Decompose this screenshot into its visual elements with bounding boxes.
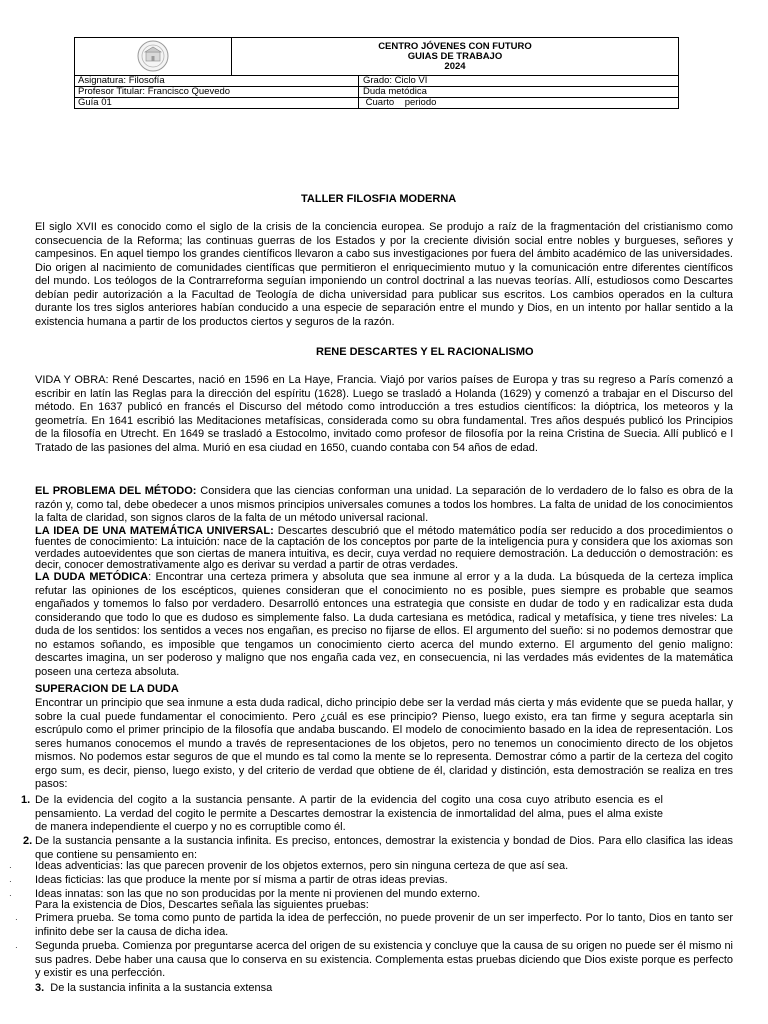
step-1 — [21, 794, 663, 835]
superacion-paragraph: Encontrar un principio que sea inmune a esta duda radical, dicho principio debe ser la verdad más cierta y más evidente que se pueda hallar, y sobre la cual puede fundamentar el conocimiento. Pero ¿cuál es ese principio? Pienso, luego existo, era tan firme y segura aceptarla sin escrúpulo como el primer principio de la filosofía que andaba buscando. El modelo de conocimiento basado en la idea de representación. Los seres humanos conocemos el mundo a través de representaciones de los objetos, pero no tenemos un conocimiento directo de los objetos mismos. No podemos estar seguros de que el mundo es tal como la mente se lo representa. Demostrar cómo a partir de la certeza del cogito ergo sum, es decir, pienso, luego existo, y del criterio de verdad que obtiene de él, claridad y distinción, esta demostración se realiza en tres pasos: — [35, 697, 733, 790]
vida-obra-paragraph: VIDA Y OBRA: René Descartes, nació en 1596 en La Haye, Francia. Viajó por varios países de Europa y tras su regreso a París comenzó a escribir en latín las Reglas para la dirección del espíritu (1628). Luego se trasladó a Holanda (1629) y comenzó a trabajar en el Discurso del método. En 1637 publicó en francés el Discurso del método como introducción a tres estudios científicos: la dióptrica, los meteoros y la geometría. En 1641 escribió las Meditaciones metafísicas, considerada como su obra fundamental. Tres años después publicó los Principios de la filosofía en Utrecht. En 1649 se trasladó a Estocolmo, invitado como profesor de filosofía por la reina Cristina de Suecia. Allí publicó e l Tratado de las pasiones del alma. Murió en esa ciudad en 1650, cuando contaba con 54 años de edad. — [35, 374, 733, 454]
duda-text: : Encontrar una certeza primera y absoluta que sea inmune al error y a la duda. La búsqueda de la certeza implica refutar las opiniones de los escépticos, quienes consideran que el conocimiento no es posible, pues siempre es probable que seamos engañados y tomemos lo falso por verdadero. Desarrolló entonces una estrategia que consiste en dudar de todo y en radicalizar esta duda considerando que todo lo que es dudoso es simplemente falso. La duda cartesiana es metódica, radical y metafísica, y tiene tres niveles: La duda de los sentidos: los sentidos a veces nos engañan, es preciso no fijarse de ellos. El argumento del sueño: si no podemos demostrar que no estamos soñando, es imposible que tengamos un conocimiento cierto acerca del mundo externo. El argumento del genio maligno: descartes imagina, un ser poderoso y maligno que nos engaña cada vez, en consecuencia, ni las verdades más evidentes de la matemática poseen una certeza absoluta. — [35, 571, 733, 678]
step-1-text: De la evidencia del cogito a la sustancia pensante. A partir de la evidencia del cogito una cosa cuyo atributo esencia es el pensamiento. La verdad del cogito le permite a Descartes demostrar la existencia de inmortalidad del alma, pues el alma existe de manera independiente el cuerpo y no es corruptible como él. — [35, 794, 663, 833]
grade-cell: Grado: Ciclo VI — [359, 76, 679, 87]
intro-paragraph: El siglo XVII es conocido como el siglo de la crisis de la conciencia europea. Se produjo a raíz de la fragmentación del cristianismo como consecuencia de la Reforma; las continuas guerras de los Estados y por la creciente división social entre nobles y burgueses, señores y campesinos. En aquel tiempo los grandes científicos llevaron a cabo sus investigaciones por fuera del ámbito académico de las universidades. Dio origen al nacimiento de comunidades científicas que permitieron el enriquecimiento mutuo y la comunicación entre diferentes científicos del mundo. Los teólogos de la Contrarreforma seguían imponiendo un control doctrinal a las nuevas teorías. Allí, estudiosos como Descartes debían pedir autorización a la Facultad de Teología de dicha universidad para publicar sus escritos. Los cambios operados en la cultura durante los tres siglos anteriores habían conducido a una especie de separación entre el mundo y Dios, en un intento por hallar sentido a la existencia humana a partir de los productos ciertos y seguros de la razón. — [35, 221, 733, 328]
step-3 — [35, 982, 733, 996]
header-title-line-1: CENTRO JÓVENES CON FUTURO — [378, 40, 532, 52]
idea-item-adventicias: Ideas adventicias: las que parecen provenir de los objetos externos, pero sin ninguna certeza de que así sea. — [35, 860, 569, 872]
idea-paragraph — [35, 526, 733, 571]
step-2-text: De la sustancia pensante a la sustancia infinita. Es preciso, entonces, demostrar la existencia y bondad de Dios. Para ello clasifica las ideas que contiene su pensamiento en: — [35, 835, 733, 861]
idea-text: Descartes descubrió que el método matemático podía ser reducido a dos procedimientos o fuentes de conocimiento: La intuición: nace de la captación de los conceptos por parte de la inteligencia pura y considera que los axiomas son verdades autoevidentes que son ciertas de manera intuitiva, es decir, cuya verdad no requiere demostración. La deducción o demostración: es decir, conocer demostrativamente algo es derivar su verdad a partir de otras verdades. — [35, 525, 733, 571]
step-2 — [23, 835, 733, 862]
idea-item-innatas: Ideas innatas: son las que no son producidas por la mente ni provienen del mundo externo. — [35, 888, 481, 900]
school-seal-logo — [137, 40, 169, 72]
teacher-cell: Profesor Titular: Francisco Quevedo — [75, 87, 359, 98]
header-title-line-3: 2024 — [444, 60, 466, 72]
problema-label: EL PROBLEMA DEL MÉTODO: — [35, 485, 197, 497]
guide-cell: Guía 01 — [75, 98, 359, 109]
subject-cell: Asignatura: Filosofía — [75, 76, 359, 87]
workshop-title: TALLER FILOSFIA MODERNA — [301, 193, 457, 205]
bullet-icon: · — [15, 915, 18, 924]
step-3-number: 3. — [35, 982, 45, 994]
topic-cell: Duda metódica — [359, 87, 679, 98]
step-2-number: 2. — [23, 835, 33, 847]
idea-item-ficticias: Ideas ficticias: las que produce la mente por sí misma a partir de otras ideas previas. — [35, 874, 448, 886]
bullet-icon: · — [15, 943, 18, 952]
period-cell: Cuarto periodo — [359, 98, 679, 109]
superacion-title: SUPERACION DE LA DUDA — [35, 683, 179, 695]
bullet-icon: · — [9, 877, 12, 886]
prueba-1: Primera prueba. Se toma como punto de partida la idea de perfección, no puede provenir de un ser imperfecto. Por lo tanto, Dios en tanto ser infinito debe ser la causa de dicha idea. — [35, 912, 733, 938]
idea-label: LA IDEA DE UNA MATEMÁTICA UNIVERSAL: — [35, 525, 274, 537]
problema-paragraph — [35, 485, 733, 526]
descartes-title: RENE DESCARTES Y EL RACIONALISMO — [316, 346, 534, 358]
prueba-2: Segunda prueba. Comienza por preguntarse acerca del origen de su existencia y concluye que la causa de su origen no puede ser él mismo ni sus padres. Debe haber una causa que lo conserva en su existencia. Complementa estas pruebas diciendo que Dios existe porque es perfecto y existir es una perfección. — [35, 940, 733, 979]
header-table — [74, 37, 679, 109]
header-title — [232, 38, 679, 76]
problema-text: Considera que las ciencias conforman una unidad. La separación de lo verdadero de lo falso es obra de la razón y, como tal, debe obedecer a unos mismos principios universales comunes a todos los hombres. La falta de unidad de los conocimientos la falta de claridad, son signos claros de la falta de un método universal racional. — [35, 485, 733, 524]
header-title-line-2: GUIAS DE TRABAJO — [407, 50, 503, 62]
duda-label: LA DUDA METÓDICA — [35, 571, 149, 583]
bullet-icon: · — [9, 891, 12, 900]
logo-cell — [75, 38, 232, 76]
duda-paragraph — [35, 571, 733, 679]
pruebas-intro: Para la existencia de Dios, Descartes señala las siguientes pruebas: — [35, 899, 369, 911]
step-3-text: De la sustancia infinita a la sustancia extensa — [44, 982, 273, 994]
bullet-icon: · — [9, 863, 12, 872]
step-1-number: 1. — [21, 794, 31, 806]
